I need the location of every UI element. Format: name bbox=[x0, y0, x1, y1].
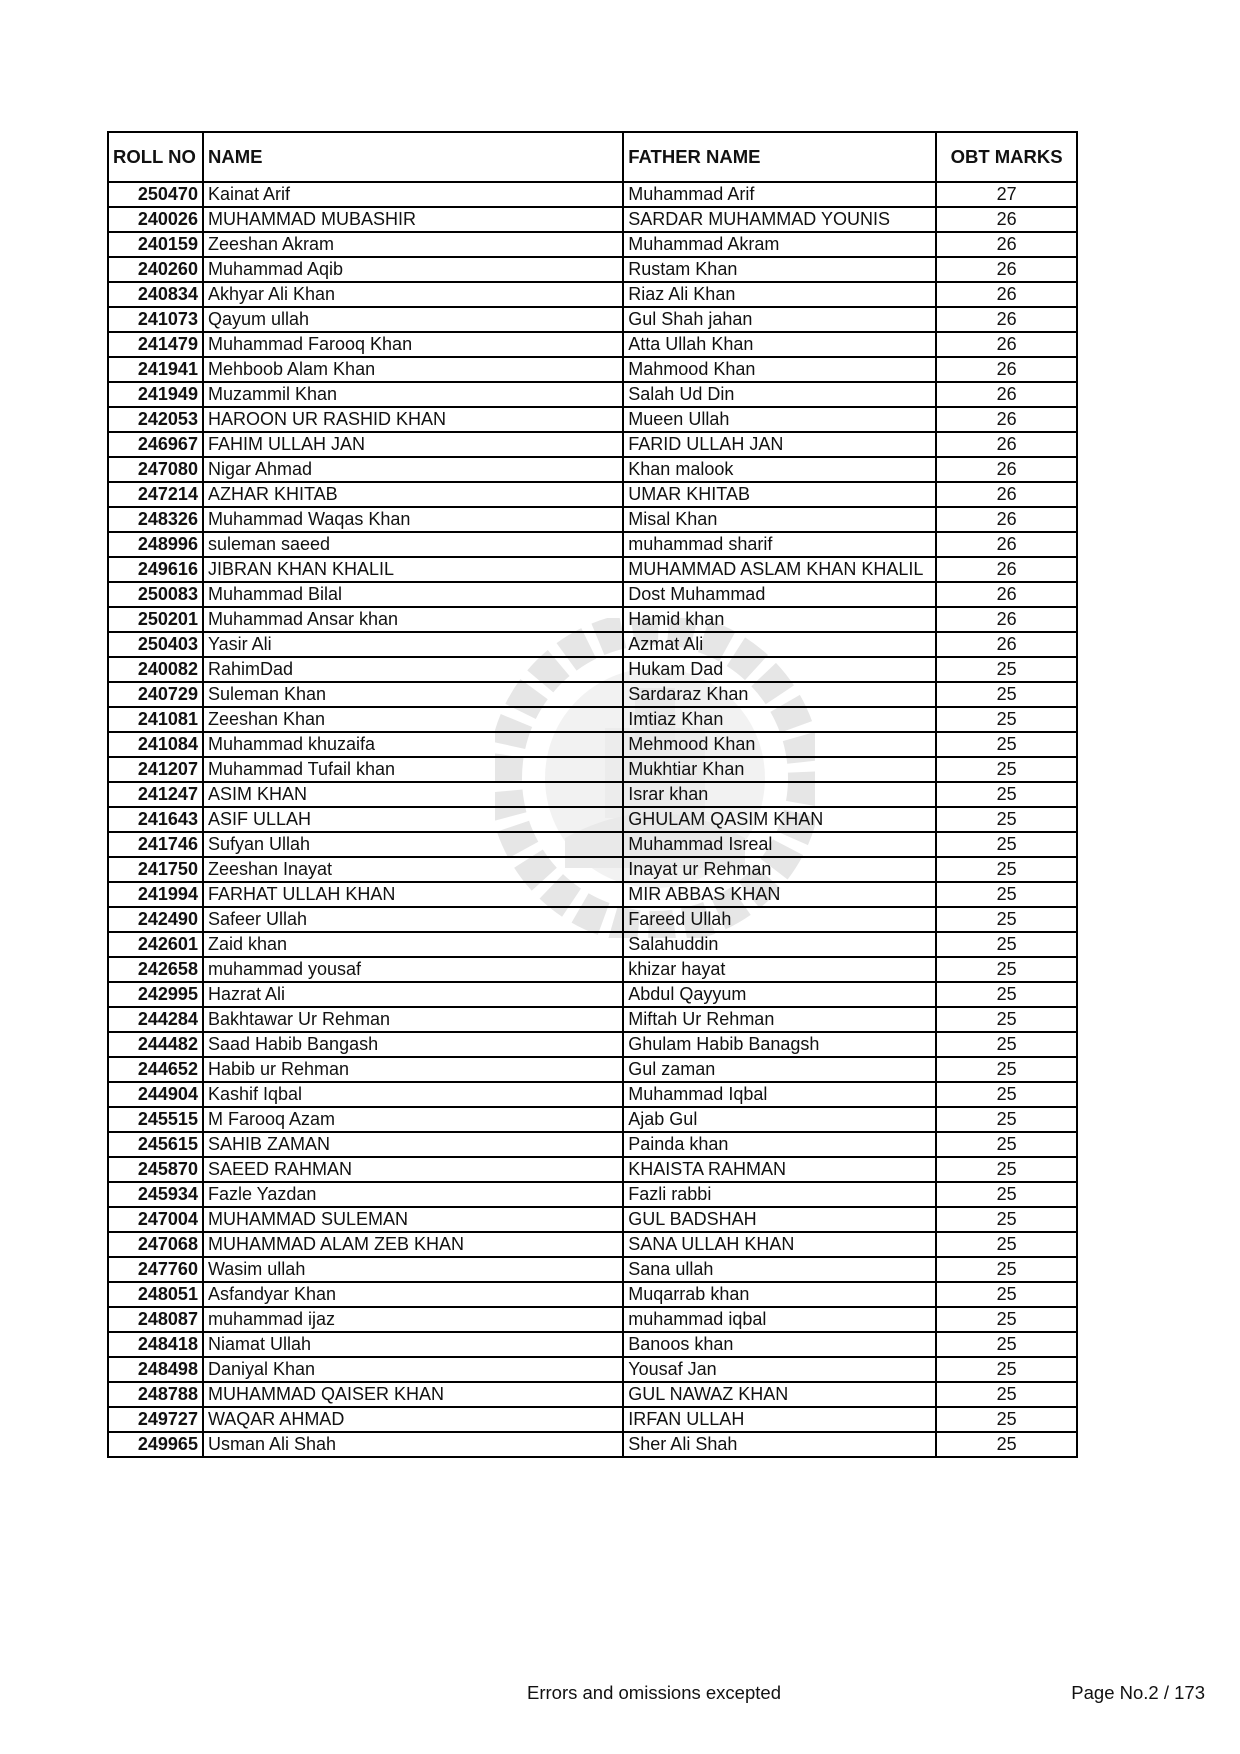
cell-obt-marks: 26 bbox=[936, 357, 1077, 382]
cell-obt-marks: 25 bbox=[936, 807, 1077, 832]
cell-obt-marks: 25 bbox=[936, 1282, 1077, 1307]
cell-father-name: khizar hayat bbox=[623, 957, 936, 982]
cell-name: Mehboob Alam Khan bbox=[203, 357, 623, 382]
table-header-row bbox=[108, 132, 1077, 182]
cell-obt-marks: 25 bbox=[936, 932, 1077, 957]
cell-obt-marks: 25 bbox=[936, 982, 1077, 1007]
cell-roll-no: 249965 bbox=[108, 1432, 203, 1457]
cell-roll-no: 242601 bbox=[108, 932, 203, 957]
cell-obt-marks: 26 bbox=[936, 407, 1077, 432]
cell-name: Qayum ullah bbox=[203, 307, 623, 332]
cell-father-name: Muhammad Arif bbox=[623, 182, 936, 207]
header-obt-marks: OBT MARKS bbox=[936, 132, 1077, 182]
cell-roll-no: 247214 bbox=[108, 482, 203, 507]
cell-obt-marks: 25 bbox=[936, 1307, 1077, 1332]
cell-father-name: Banoos khan bbox=[623, 1332, 936, 1357]
table-row bbox=[108, 407, 1077, 432]
cell-roll-no: 241941 bbox=[108, 357, 203, 382]
cell-roll-no: 240834 bbox=[108, 282, 203, 307]
table-row bbox=[108, 1107, 1077, 1132]
cell-obt-marks: 26 bbox=[936, 432, 1077, 457]
cell-obt-marks: 25 bbox=[936, 657, 1077, 682]
cell-father-name: GUL BADSHAH bbox=[623, 1207, 936, 1232]
cell-obt-marks: 25 bbox=[936, 907, 1077, 932]
table-row bbox=[108, 1232, 1077, 1257]
cell-name: suleman saeed bbox=[203, 532, 623, 557]
cell-roll-no: 248326 bbox=[108, 507, 203, 532]
cell-obt-marks: 26 bbox=[936, 232, 1077, 257]
cell-obt-marks: 25 bbox=[936, 1432, 1077, 1457]
cell-obt-marks: 25 bbox=[936, 682, 1077, 707]
table-body bbox=[108, 182, 1077, 1457]
cell-roll-no: 244482 bbox=[108, 1032, 203, 1057]
cell-father-name: Dost Muhammad bbox=[623, 582, 936, 607]
table-row bbox=[108, 382, 1077, 407]
cell-obt-marks: 25 bbox=[936, 1232, 1077, 1257]
cell-roll-no: 248087 bbox=[108, 1307, 203, 1332]
cell-roll-no: 247068 bbox=[108, 1232, 203, 1257]
cell-obt-marks: 25 bbox=[936, 1157, 1077, 1182]
cell-name: SAHIB ZAMAN bbox=[203, 1132, 623, 1157]
cell-roll-no: 241994 bbox=[108, 882, 203, 907]
cell-roll-no: 247004 bbox=[108, 1207, 203, 1232]
cell-name: MUHAMMAD ALAM ZEB KHAN bbox=[203, 1232, 623, 1257]
cell-father-name: Atta Ullah Khan bbox=[623, 332, 936, 357]
cell-name: Safeer Ullah bbox=[203, 907, 623, 932]
cell-father-name: Rustam Khan bbox=[623, 257, 936, 282]
cell-father-name: FARID ULLAH JAN bbox=[623, 432, 936, 457]
cell-name: muhammad yousaf bbox=[203, 957, 623, 982]
cell-obt-marks: 26 bbox=[936, 557, 1077, 582]
cell-father-name: Yousaf Jan bbox=[623, 1357, 936, 1382]
table-row bbox=[108, 1382, 1077, 1407]
table-row bbox=[108, 907, 1077, 932]
cell-father-name: MIR ABBAS KHAN bbox=[623, 882, 936, 907]
cell-father-name: Sana ullah bbox=[623, 1257, 936, 1282]
cell-father-name: GHULAM QASIM KHAN bbox=[623, 807, 936, 832]
table-row bbox=[108, 232, 1077, 257]
cell-name: MUHAMMAD MUBASHIR bbox=[203, 207, 623, 232]
cell-name: Muhammad Ansar khan bbox=[203, 607, 623, 632]
table-row bbox=[108, 932, 1077, 957]
table-row bbox=[108, 1407, 1077, 1432]
cell-father-name: muhammad iqbal bbox=[623, 1307, 936, 1332]
table-row bbox=[108, 657, 1077, 682]
cell-roll-no: 242995 bbox=[108, 982, 203, 1007]
cell-father-name: Salah Ud Din bbox=[623, 382, 936, 407]
cell-obt-marks: 25 bbox=[936, 1382, 1077, 1407]
cell-roll-no: 250201 bbox=[108, 607, 203, 632]
cell-father-name: Israr khan bbox=[623, 782, 936, 807]
cell-roll-no: 241247 bbox=[108, 782, 203, 807]
table-row bbox=[108, 582, 1077, 607]
table-row bbox=[108, 357, 1077, 382]
table-row bbox=[108, 1307, 1077, 1332]
cell-obt-marks: 25 bbox=[936, 1132, 1077, 1157]
cell-name: M Farooq Azam bbox=[203, 1107, 623, 1132]
cell-name: Nigar Ahmad bbox=[203, 457, 623, 482]
table-row bbox=[108, 282, 1077, 307]
table-row bbox=[108, 207, 1077, 232]
cell-name: MUHAMMAD QAISER KHAN bbox=[203, 1382, 623, 1407]
cell-father-name: Salahuddin bbox=[623, 932, 936, 957]
page-number: Page No.2 / 173 bbox=[1071, 1682, 1205, 1703]
cell-father-name: Mukhtiar Khan bbox=[623, 757, 936, 782]
cell-roll-no: 244284 bbox=[108, 1007, 203, 1032]
cell-obt-marks: 25 bbox=[936, 1057, 1077, 1082]
cell-obt-marks: 26 bbox=[936, 582, 1077, 607]
table-row bbox=[108, 982, 1077, 1007]
cell-name: Yasir Ali bbox=[203, 632, 623, 657]
cell-roll-no: 246967 bbox=[108, 432, 203, 457]
cell-name: ASIM KHAN bbox=[203, 782, 623, 807]
cell-obt-marks: 25 bbox=[936, 1032, 1077, 1057]
cell-obt-marks: 25 bbox=[936, 857, 1077, 882]
cell-obt-marks: 26 bbox=[936, 382, 1077, 407]
cell-father-name: Miftah Ur Rehman bbox=[623, 1007, 936, 1032]
cell-name: Zeeshan Khan bbox=[203, 707, 623, 732]
cell-roll-no: 242490 bbox=[108, 907, 203, 932]
cell-roll-no: 250403 bbox=[108, 632, 203, 657]
cell-obt-marks: 25 bbox=[936, 732, 1077, 757]
cell-father-name: IRFAN ULLAH bbox=[623, 1407, 936, 1432]
cell-father-name: Painda khan bbox=[623, 1132, 936, 1157]
cell-roll-no: 240159 bbox=[108, 232, 203, 257]
cell-father-name: SANA ULLAH KHAN bbox=[623, 1232, 936, 1257]
cell-father-name: Muqarrab khan bbox=[623, 1282, 936, 1307]
cell-name: Wasim ullah bbox=[203, 1257, 623, 1282]
cell-name: Bakhtawar Ur Rehman bbox=[203, 1007, 623, 1032]
cell-name: Zeeshan Inayat bbox=[203, 857, 623, 882]
table-row bbox=[108, 1282, 1077, 1307]
table-row bbox=[108, 532, 1077, 557]
cell-obt-marks: 26 bbox=[936, 307, 1077, 332]
table-row bbox=[108, 757, 1077, 782]
cell-father-name: Sher Ali Shah bbox=[623, 1432, 936, 1457]
cell-roll-no: 248418 bbox=[108, 1332, 203, 1357]
cell-father-name: Fazli rabbi bbox=[623, 1182, 936, 1207]
table-row bbox=[108, 182, 1077, 207]
table-row bbox=[108, 1132, 1077, 1157]
cell-father-name: Sardaraz Khan bbox=[623, 682, 936, 707]
cell-roll-no: 248996 bbox=[108, 532, 203, 557]
cell-roll-no: 241207 bbox=[108, 757, 203, 782]
cell-roll-no: 245870 bbox=[108, 1157, 203, 1182]
cell-father-name: Inayat ur Rehman bbox=[623, 857, 936, 882]
cell-roll-no: 245615 bbox=[108, 1132, 203, 1157]
cell-name: AZHAR KHITAB bbox=[203, 482, 623, 507]
cell-roll-no: 241746 bbox=[108, 832, 203, 857]
cell-obt-marks: 25 bbox=[936, 1332, 1077, 1357]
cell-roll-no: 240729 bbox=[108, 682, 203, 707]
table-row bbox=[108, 1082, 1077, 1107]
cell-father-name: Ajab Gul bbox=[623, 1107, 936, 1132]
header-name: NAME bbox=[203, 132, 623, 182]
table-row bbox=[108, 257, 1077, 282]
cell-father-name: Muhammad Iqbal bbox=[623, 1082, 936, 1107]
table-row bbox=[108, 1057, 1077, 1082]
cell-obt-marks: 26 bbox=[936, 507, 1077, 532]
cell-roll-no: 240082 bbox=[108, 657, 203, 682]
cell-roll-no: 250470 bbox=[108, 182, 203, 207]
cell-roll-no: 244652 bbox=[108, 1057, 203, 1082]
cell-roll-no: 248051 bbox=[108, 1282, 203, 1307]
cell-obt-marks: 25 bbox=[936, 882, 1077, 907]
header-roll-no: ROLL NO bbox=[108, 132, 203, 182]
header-father-name: FATHER NAME bbox=[623, 132, 936, 182]
cell-father-name: Hukam Dad bbox=[623, 657, 936, 682]
cell-roll-no: 241081 bbox=[108, 707, 203, 732]
cell-obt-marks: 26 bbox=[936, 257, 1077, 282]
cell-obt-marks: 25 bbox=[936, 782, 1077, 807]
cell-roll-no: 247760 bbox=[108, 1257, 203, 1282]
cell-obt-marks: 26 bbox=[936, 332, 1077, 357]
cell-obt-marks: 26 bbox=[936, 607, 1077, 632]
cell-roll-no: 241949 bbox=[108, 382, 203, 407]
table-row bbox=[108, 1332, 1077, 1357]
cell-roll-no: 240260 bbox=[108, 257, 203, 282]
cell-father-name: Mahmood Khan bbox=[623, 357, 936, 382]
results-table bbox=[107, 131, 1078, 1458]
cell-name: SAEED RAHMAN bbox=[203, 1157, 623, 1182]
cell-father-name: Khan malook bbox=[623, 457, 936, 482]
cell-name: Kashif Iqbal bbox=[203, 1082, 623, 1107]
cell-obt-marks: 26 bbox=[936, 282, 1077, 307]
cell-father-name: Mehmood Khan bbox=[623, 732, 936, 757]
table-row bbox=[108, 557, 1077, 582]
cell-father-name: Abdul Qayyum bbox=[623, 982, 936, 1007]
cell-father-name: Mueen Ullah bbox=[623, 407, 936, 432]
cell-father-name: Ghulam Habib Banagsh bbox=[623, 1032, 936, 1057]
table-row bbox=[108, 1432, 1077, 1457]
cell-father-name: Gul zaman bbox=[623, 1057, 936, 1082]
cell-roll-no: 241750 bbox=[108, 857, 203, 882]
cell-name: Usman Ali Shah bbox=[203, 1432, 623, 1457]
table-row bbox=[108, 507, 1077, 532]
cell-obt-marks: 26 bbox=[936, 532, 1077, 557]
cell-roll-no: 241479 bbox=[108, 332, 203, 357]
table-row bbox=[108, 1032, 1077, 1057]
cell-father-name: MUHAMMAD ASLAM KHAN KHALIL bbox=[623, 557, 936, 582]
table-row bbox=[108, 682, 1077, 707]
cell-name: Muhammad Waqas Khan bbox=[203, 507, 623, 532]
cell-name: Habib ur Rehman bbox=[203, 1057, 623, 1082]
table-row bbox=[108, 707, 1077, 732]
cell-father-name: Riaz Ali Khan bbox=[623, 282, 936, 307]
cell-name: Muhammad Tufail khan bbox=[203, 757, 623, 782]
cell-name: Suleman Khan bbox=[203, 682, 623, 707]
cell-roll-no: 248788 bbox=[108, 1382, 203, 1407]
cell-name: Saad Habib Bangash bbox=[203, 1032, 623, 1057]
table-row bbox=[108, 882, 1077, 907]
cell-father-name: Azmat Ali bbox=[623, 632, 936, 657]
cell-name: Sufyan Ullah bbox=[203, 832, 623, 857]
cell-father-name: KHAISTA RAHMAN bbox=[623, 1157, 936, 1182]
cell-obt-marks: 25 bbox=[936, 757, 1077, 782]
table-row bbox=[108, 1207, 1077, 1232]
table-row bbox=[108, 782, 1077, 807]
cell-father-name: Gul Shah jahan bbox=[623, 307, 936, 332]
cell-obt-marks: 25 bbox=[936, 1182, 1077, 1207]
cell-father-name: SARDAR MUHAMMAD YOUNIS bbox=[623, 207, 936, 232]
table-row bbox=[108, 1157, 1077, 1182]
table-row bbox=[108, 632, 1077, 657]
cell-name: Muzammil Khan bbox=[203, 382, 623, 407]
cell-name: Muhammad khuzaifa bbox=[203, 732, 623, 757]
cell-roll-no: 249616 bbox=[108, 557, 203, 582]
cell-name: Hazrat Ali bbox=[203, 982, 623, 1007]
table-row bbox=[108, 1182, 1077, 1207]
footer-note: Errors and omissions excepted bbox=[527, 1682, 781, 1703]
table-row bbox=[108, 432, 1077, 457]
cell-name: Zaid khan bbox=[203, 932, 623, 957]
cell-roll-no: 245934 bbox=[108, 1182, 203, 1207]
cell-roll-no: 244904 bbox=[108, 1082, 203, 1107]
cell-name: MUHAMMAD SULEMAN bbox=[203, 1207, 623, 1232]
cell-obt-marks: 25 bbox=[936, 1107, 1077, 1132]
table-row bbox=[108, 732, 1077, 757]
table-row bbox=[108, 1007, 1077, 1032]
cell-name: JIBRAN KHAN KHALIL bbox=[203, 557, 623, 582]
cell-obt-marks: 25 bbox=[936, 957, 1077, 982]
cell-father-name: Imtiaz Khan bbox=[623, 707, 936, 732]
cell-obt-marks: 26 bbox=[936, 457, 1077, 482]
cell-obt-marks: 25 bbox=[936, 832, 1077, 857]
cell-father-name: GUL NAWAZ KHAN bbox=[623, 1382, 936, 1407]
cell-obt-marks: 25 bbox=[936, 1007, 1077, 1032]
cell-name: RahimDad bbox=[203, 657, 623, 682]
cell-roll-no: 240026 bbox=[108, 207, 203, 232]
table-row bbox=[108, 332, 1077, 357]
table-row bbox=[108, 957, 1077, 982]
cell-name: Muhammad Aqib bbox=[203, 257, 623, 282]
table-row bbox=[108, 1357, 1077, 1382]
cell-name: WAQAR AHMAD bbox=[203, 1407, 623, 1432]
cell-roll-no: 242053 bbox=[108, 407, 203, 432]
cell-obt-marks: 25 bbox=[936, 707, 1077, 732]
cell-father-name: Misal Khan bbox=[623, 507, 936, 532]
cell-obt-marks: 25 bbox=[936, 1357, 1077, 1382]
cell-obt-marks: 25 bbox=[936, 1407, 1077, 1432]
cell-roll-no: 241643 bbox=[108, 807, 203, 832]
table-row bbox=[108, 807, 1077, 832]
table-row bbox=[108, 307, 1077, 332]
cell-name: Niamat Ullah bbox=[203, 1332, 623, 1357]
cell-name: Muhammad Bilal bbox=[203, 582, 623, 607]
cell-obt-marks: 26 bbox=[936, 207, 1077, 232]
cell-obt-marks: 25 bbox=[936, 1257, 1077, 1282]
cell-name: HAROON UR RASHID KHAN bbox=[203, 407, 623, 432]
cell-name: Muhammad Farooq Khan bbox=[203, 332, 623, 357]
cell-name: Asfandyar Khan bbox=[203, 1282, 623, 1307]
cell-name: Zeeshan Akram bbox=[203, 232, 623, 257]
cell-roll-no: 247080 bbox=[108, 457, 203, 482]
cell-name: Akhyar Ali Khan bbox=[203, 282, 623, 307]
table-row bbox=[108, 482, 1077, 507]
cell-obt-marks: 26 bbox=[936, 482, 1077, 507]
table-row bbox=[108, 832, 1077, 857]
cell-name: ASIF ULLAH bbox=[203, 807, 623, 832]
cell-obt-marks: 25 bbox=[936, 1207, 1077, 1232]
cell-father-name: Hamid khan bbox=[623, 607, 936, 632]
cell-obt-marks: 25 bbox=[936, 1082, 1077, 1107]
cell-father-name: Muhammad Isreal bbox=[623, 832, 936, 857]
table-row bbox=[108, 457, 1077, 482]
table-row bbox=[108, 1257, 1077, 1282]
cell-roll-no: 248498 bbox=[108, 1357, 203, 1382]
cell-roll-no: 242658 bbox=[108, 957, 203, 982]
cell-father-name: Fareed Ullah bbox=[623, 907, 936, 932]
cell-roll-no: 241084 bbox=[108, 732, 203, 757]
cell-roll-no: 241073 bbox=[108, 307, 203, 332]
cell-roll-no: 245515 bbox=[108, 1107, 203, 1132]
cell-obt-marks: 26 bbox=[936, 632, 1077, 657]
cell-name: Fazle Yazdan bbox=[203, 1182, 623, 1207]
cell-name: FAHIM ULLAH JAN bbox=[203, 432, 623, 457]
cell-obt-marks: 27 bbox=[936, 182, 1077, 207]
cell-roll-no: 250083 bbox=[108, 582, 203, 607]
table-row bbox=[108, 607, 1077, 632]
cell-name: Kainat Arif bbox=[203, 182, 623, 207]
cell-name: Daniyal Khan bbox=[203, 1357, 623, 1382]
cell-father-name: UMAR KHITAB bbox=[623, 482, 936, 507]
cell-father-name: Muhammad Akram bbox=[623, 232, 936, 257]
table-row bbox=[108, 857, 1077, 882]
cell-roll-no: 249727 bbox=[108, 1407, 203, 1432]
cell-name: muhammad ijaz bbox=[203, 1307, 623, 1332]
cell-father-name: muhammad sharif bbox=[623, 532, 936, 557]
cell-name: FARHAT ULLAH KHAN bbox=[203, 882, 623, 907]
